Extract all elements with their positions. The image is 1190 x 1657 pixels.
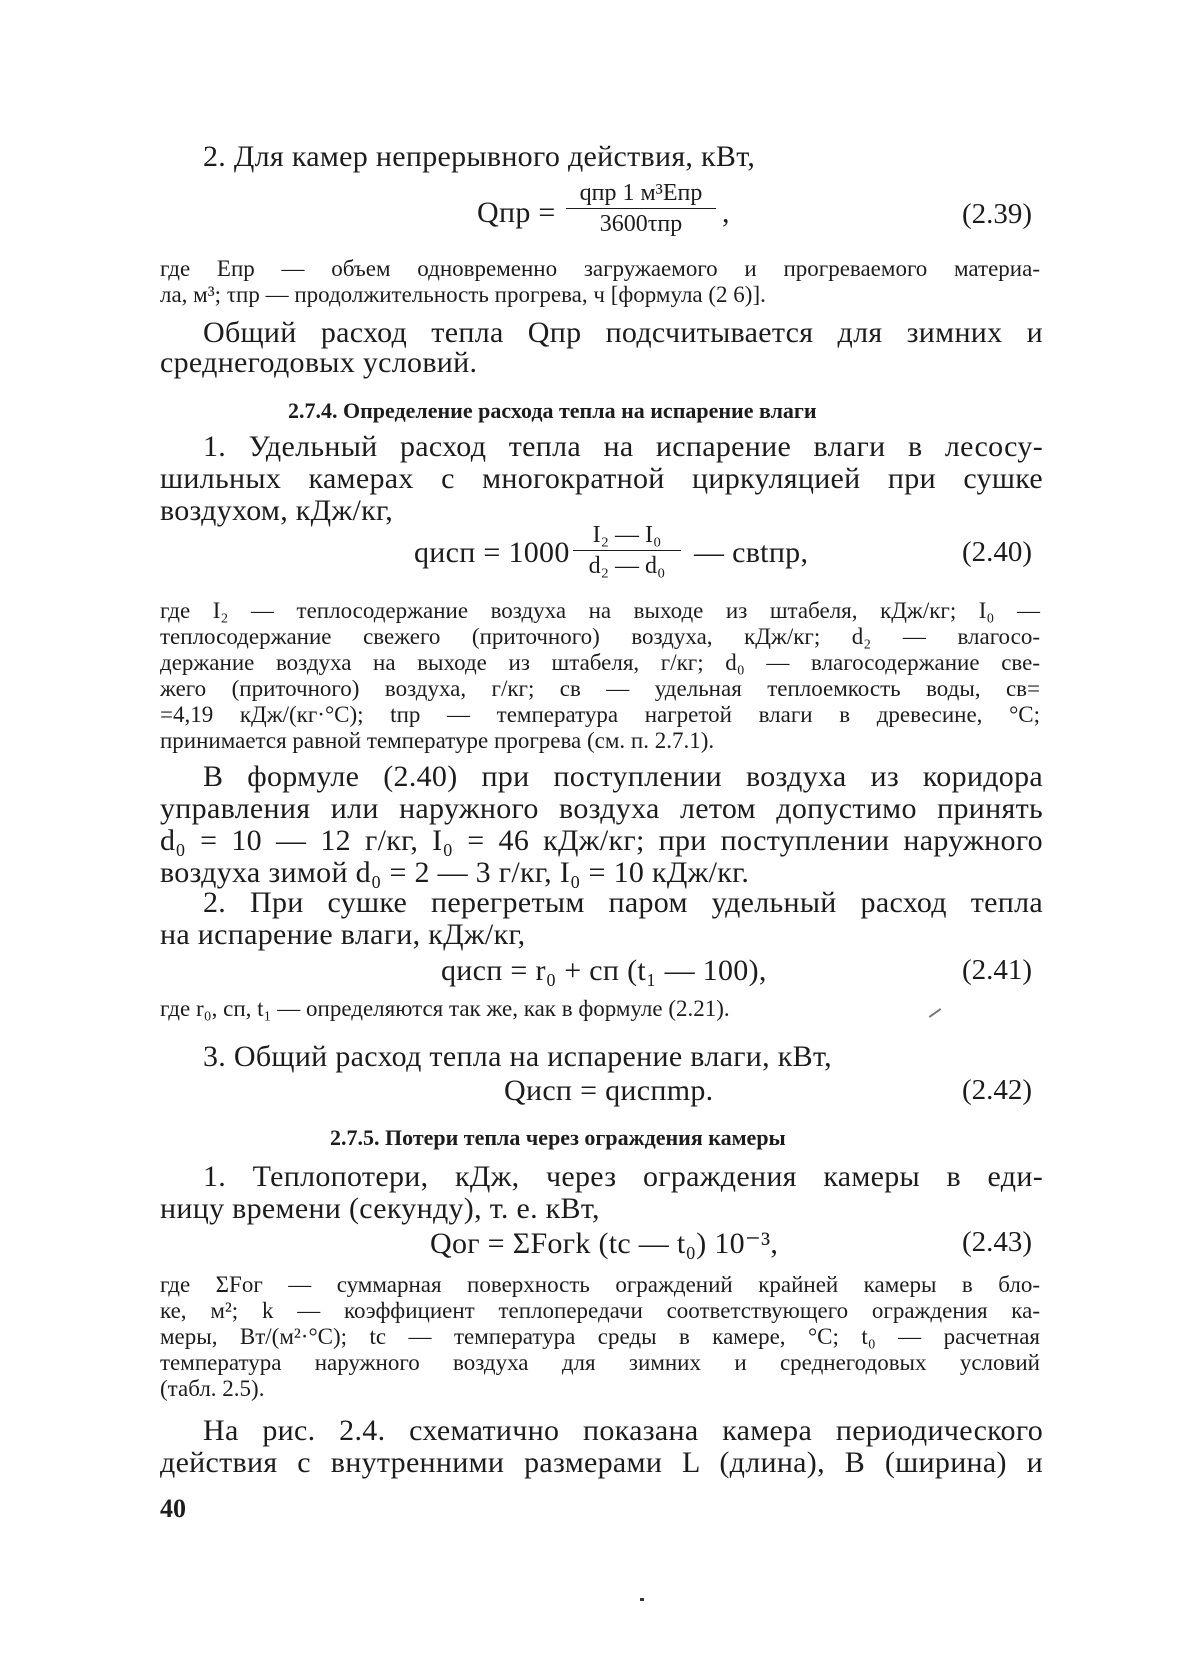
text-line: Общий расход тепла Qпр подсчитывается для зимних и (203, 316, 1043, 349)
scan-speck (640, 1598, 644, 1601)
equation-number: (2.40) (962, 536, 1033, 568)
formula-lhs: qисп = 1000 (414, 536, 570, 569)
fraction-denominator: 3600τпр (599, 211, 683, 237)
text-line: На рис. 2.4. схематично показана камера периодического (203, 1414, 1043, 1447)
text-line: ницу времени (секунду), т. е. кВт, (160, 1192, 600, 1225)
text-line: воздухом, кДж/кг, (160, 494, 394, 527)
fraction-numerator: I₂ — I₀ (592, 522, 662, 548)
text-line: держание воздуха на выходе из штабеля, г/кг; d₀ — влагосодержание све- (160, 650, 1040, 675)
formula-tail: — cвtпр, (694, 536, 809, 569)
formula: qисп = r₀ + cп (t₁ — 100), (441, 954, 767, 987)
text-line: 1. Удельный расход тепла на испарение влаги в лесосу- (203, 430, 1043, 463)
fraction-bar (573, 550, 681, 551)
section-heading: 2.7.5. Потери тепла через ограждения камеры (330, 1125, 786, 1150)
text-line: жего (приточного) воздуха, г/кг; cв — удельная теплоемкость воды, cв= (160, 676, 1040, 701)
formula-fraction (566, 180, 716, 237)
fraction-numerator: qпр 1 м³Eпр (579, 180, 703, 206)
formula: Qог = ΣFогk (tс — t₀) 10⁻³, (430, 1227, 779, 1260)
text-line: меры, Вт/(м²·°С); tс — температура среды в камере, °С; t₀ — расчетная (160, 1324, 1040, 1349)
text-line: 3. Общий расход тепла на испарение влаги, кВт, (203, 1040, 832, 1073)
formula-fraction (573, 522, 681, 579)
text-line: где Eпр — объем одновременно загружаемого и прогреваемого материа- (160, 256, 1040, 281)
formula: Qисп = qиспmр. (504, 1074, 714, 1107)
text-line: (табл. 2.5). (160, 1376, 265, 1401)
formula-tail: , (722, 196, 730, 229)
formula-lhs: Qпр = (477, 196, 556, 229)
page-number: 40 (160, 1494, 186, 1523)
pencil-mark (929, 1008, 942, 1018)
text-line: 1. Теплопотери, кДж, через ограждения камеры в еди- (203, 1160, 1043, 1193)
text-line: 2. При сушке перегретым паром удельный расход тепла (203, 886, 1043, 919)
section-heading: 2.7.4. Определение расхода тепла на испарение влаги (288, 398, 817, 423)
text-line: =4,19 кДж/(кг·°С); tпр — температура нагретой влаги в древесине, °С; (160, 702, 1040, 727)
text-line: где r₀, cп, t₁ — определяются так же, как в формуле (2.21). (160, 996, 730, 1021)
text-line: d₀ = 10 — 12 г/кг, I₀ = 46 кДж/кг; при поступлении наружного (160, 824, 1043, 857)
text-line: где ΣFог — суммарная поверхность ограждений крайней камеры в бло- (160, 1272, 1040, 1297)
text-line: ла, м³; τпр — продолжительность прогрева, ч [формула (2 6)]. (160, 282, 766, 307)
text-line: ке, м²; k — коэффициент теплопередачи соответствующего ограждения ка- (160, 1298, 1040, 1323)
text-line: где I₂ — теплосодержание воздуха на выходе из штабеля, кДж/кг; I₀ — (160, 598, 1040, 623)
text-line: шильных камерах с многократной циркуляцией при сушке (160, 462, 1043, 495)
equation-number: (2.42) (962, 1074, 1033, 1106)
text-line: теплосодержание свежего (приточного) воздуха, кДж/кг; d₂ — влагосо- (160, 624, 1040, 649)
text-line: 2. Для камер непрерывного действия, кВт, (203, 140, 756, 173)
text-line: на испарение влаги, кДж/кг, (160, 918, 526, 951)
equation-number: (2.39) (962, 198, 1033, 230)
text-line: среднегодовых условий. (160, 346, 478, 379)
fraction-denominator: d₂ — d₀ (588, 553, 666, 579)
text-line: принимается равной температуре прогрева (см. п. 2.7.1). (160, 728, 715, 753)
text-line: действия с внутренними размерами L (длина), B (ширина) и (160, 1446, 1043, 1479)
equation-number: (2.41) (962, 954, 1033, 986)
equation-number: (2.43) (962, 1226, 1033, 1258)
fraction-bar (566, 208, 716, 209)
text-line: воздуха зимой d₀ = 2 — 3 г/кг, I₀ = 10 кДж/кг. (160, 856, 750, 889)
text-line: управления или наружного воздуха летом допустимо принять (160, 792, 1043, 825)
text-line: температура наружного воздуха для зимних и среднегодовых условий (160, 1350, 1040, 1375)
text-line: В формуле (2.40) при поступлении воздуха из коридора (203, 760, 1043, 793)
